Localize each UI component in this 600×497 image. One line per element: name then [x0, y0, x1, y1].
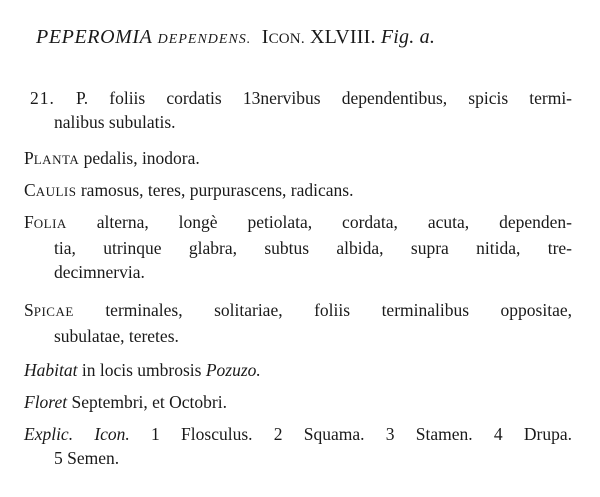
floret-text: Septembri, et Octobri. [71, 392, 227, 412]
caulis-entry [24, 178, 572, 204]
planta-heading-initial: P [24, 148, 34, 168]
explic-line-1: 1 Flosculus. 2 Squama. 3 Stamen. 4 Drupa. [151, 424, 572, 444]
species-name: DEPENDENS. [157, 32, 252, 47]
spicae-heading-initial: S [24, 300, 34, 320]
species-number: 21. [30, 88, 55, 108]
diagnosis-line-2: nalibus subulatis. [54, 112, 176, 132]
folia-heading-rest: OLIA [33, 216, 67, 231]
diagnosis-entry [24, 86, 572, 134]
caulis-text: ramosus, teres, purpurascens, radicans. [80, 180, 354, 200]
spicae-line-2: subulatae, teretes. [54, 326, 179, 346]
planta-heading-rest: LANTA [33, 152, 80, 167]
genus-name: PEPEROMIA [36, 26, 153, 48]
spicae-heading-rest: PICAE [33, 304, 74, 319]
diagnosis-line-1: P. foliis cordatis 13nervibus dependentibus, spicis termi- [75, 88, 573, 108]
explic-line-2: 5 Semen. [54, 448, 120, 468]
habitat-heading: Habitat [24, 360, 78, 380]
floret-heading: Floret [24, 392, 68, 412]
caulis-heading-initial: C [24, 180, 36, 200]
folia-heading-initial: F [24, 212, 34, 232]
plate-number: XLVIII. [310, 26, 376, 48]
habitat-entry [24, 358, 572, 382]
icon-label-rest: CON. [268, 31, 305, 47]
planta-entry [24, 146, 572, 172]
explic-entry [24, 422, 572, 470]
habitat-text: in locis umbrosis [81, 360, 202, 380]
habitat-place: Pozuzo. [205, 360, 261, 380]
caulis-heading-rest: AULIS [35, 184, 77, 199]
folia-line-1: alterna, longè petiolata, cordata, acuta, dependen- [96, 212, 572, 232]
floret-entry [24, 390, 572, 414]
folia-line-2: tia, utrinque glabra, subtus albida, supra nitida, tre- [54, 238, 572, 258]
folia-entry [24, 210, 572, 284]
page-title [36, 24, 576, 53]
folia-line-3: decimnervia. [54, 262, 145, 282]
spicae-line-1: terminales, solitariae, foliis terminalibus oppositae, [105, 300, 573, 320]
spicae-entry [24, 298, 572, 348]
explic-heading: Explic. Icon. [24, 424, 130, 444]
planta-text: pedalis, inodora. [83, 148, 200, 168]
figure-label: Fig. a. [380, 26, 436, 48]
icon-label-initial: I [261, 26, 269, 48]
